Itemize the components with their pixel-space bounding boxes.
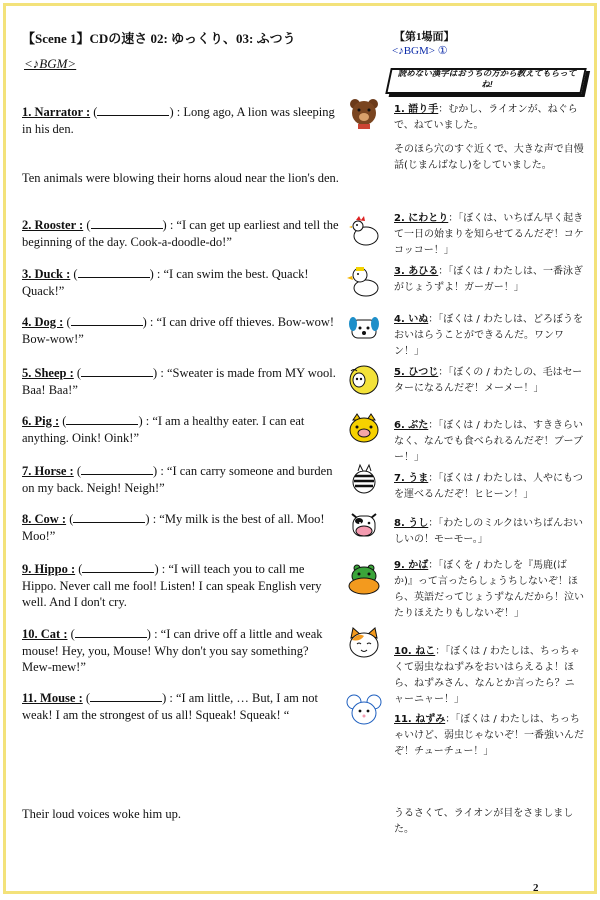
line-dog: 4. Dog : ( ) : “I can drive off thieves. Bow-wow! Bow-wow!” [22,315,335,346]
line-narrator: 1. Narrator : ( ) : Long ago, A lion was sleeping in his den. [22,105,335,136]
mouse-icon [346,693,382,727]
line-hippo: 9. Hippo : ( ) : “I will teach you to call me Hippo. Never call me fool! Listen! I can speak English very well. And I don't cry. [22,562,322,609]
name-blank[interactable] [82,561,154,573]
scene-title-jp: 【第1場面】 [394,31,455,43]
name-blank[interactable] [73,511,145,523]
jp-line-duck: 3. あひる：「ぼくは / わたしは、一番泳ぎがじょうずよ！ガーガー！」 [394,266,583,293]
jp-line-rooster: 2. にわとり：「ぼくは、いちばん早く起きて一日の始まりを知らせてるんだぞ！コケコッコー！」 [394,213,584,256]
name-blank[interactable] [78,266,150,278]
dog-icon [346,312,382,346]
name-blank[interactable] [66,413,138,425]
jp-line-dog: 4. いぬ：「ぼくは / わたしは、どろぼうをおいはらうことができるんだ。ワンワン！」 [394,314,583,357]
bgm-cue-en: <♪BGM> [24,56,77,71]
kanji-note-text: 読めない漢字はおうちの方から教えてもらってね! [397,68,577,89]
name-blank[interactable] [81,365,153,377]
sheep-icon [346,363,382,397]
jp-line-hippo: 9. かば：「ぼくを / わたしを『馬鹿(ばか)』って言ったらしょうちしないぞ！ほら、英語だってじょうずなんだから！泣いたりほえたりもしないぞ！」 [394,560,584,619]
page-number: 2 [533,882,539,894]
name-blank[interactable] [71,314,143,326]
jp-line-cow: 8. うし：「わたしのミルクはいちばんおいしいの！モーモー。」 [394,518,584,545]
line-closing: Their loud voices woke him up. [22,807,181,821]
name-blank[interactable] [97,104,169,116]
pig-icon [346,412,382,446]
script-page [3,3,597,894]
jp-line-closing: うるさくて、ライオンが目をさましました。 [394,808,574,835]
bear-icon [346,96,382,130]
hippo-icon [346,562,382,596]
line-cat: 10. Cat : ( ) : “I can drive off a little and weak mouse! Hey, you, Mouse! Why don't you say something? Mew-mew!” [22,627,323,674]
rooster-icon [346,214,382,248]
role-label: 1. Narrator : [22,105,91,119]
name-blank[interactable] [75,626,147,638]
name-blank[interactable] [91,217,163,229]
jp-line-mouse: 11. ねずみ：「ぼくは / わたしは、ちっちゃいけど、弱虫じゃないぞ！一番強いんだぞ！チューチュー！」 [394,714,584,757]
line-pig: 6. Pig : ( ) : “I am a healthy eater. I can eat anything. Oink! Oink!” [22,414,305,445]
jp-line-narrator: 1. 語り手：むかし、ライオンが、ねぐらで、ねていました。 [394,104,578,131]
jp-line-narration: そのほら穴のすぐ近くで、大きな声で自慢話(じまんばなし)をしていました。 [394,144,584,171]
line-text: Ten animals were blowing their horns aloud near the lion's den. [22,171,339,185]
line-sheep: 5. Sheep : ( ) : “Sweater is made from MY wool. Baa! Baa!” [22,366,336,397]
jp-line-cat: 10. ねこ：「ぼくは / わたしは、ちっちゃくて弱虫なねずみをおいはらえるよ！ほら、ねずみさん、なんとか言ったら？ニャーニャー！」 [394,646,580,705]
line-duck: 3. Duck : ( ) : “I can swim the best. Quack! Quack!” [22,267,309,298]
name-blank[interactable] [81,463,153,475]
line-cow: 8. Cow : ( ) : “My milk is the best of all. Moo! Moo!” [22,512,325,543]
line-rooster: 2. Rooster : ( ) : “I can get up earliest and tell the beginning of the day. Cook-a-doodle-do!” [22,218,339,249]
bgm-cue-jp: <♪BGM> ① [392,45,448,57]
duck-icon [346,264,382,298]
line-mouse: 11. Mouse : ( ) : “I am little, … But, I am not weak! I am the strongest of us all! Squeak! Squeak! “ [22,691,318,722]
jp-line-sheep: 5. ひつじ：「ぼくの / わたしの、毛はセーターになるんだぞ！メーメー！」 [394,367,583,394]
cat-icon [346,626,382,660]
scene-title: 【Scene 1】CDの速さ 02: ゆっくり、03: ふつう [22,31,296,46]
line-text: : Long ago, A lion was sleeping in his den. [22,105,335,136]
cow-icon [346,508,382,542]
jp-line-horse: 7. うま：「ぼくは / わたしは、人やにもつを運べるんだぞ！ヒヒーン！」 [394,473,583,500]
jp-line-pig: 6. ぶた：「ぼくは / わたしは、すききらいなく、なんでも食べられるんだぞ！ブーブー！」 [394,420,583,463]
zebra-icon [346,462,382,496]
name-blank[interactable] [90,690,162,702]
line-narration [22,170,340,187]
line-horse: 7. Horse : ( ) : “I can carry someone and burden on my back. Neigh! Neigh!” [22,464,333,495]
